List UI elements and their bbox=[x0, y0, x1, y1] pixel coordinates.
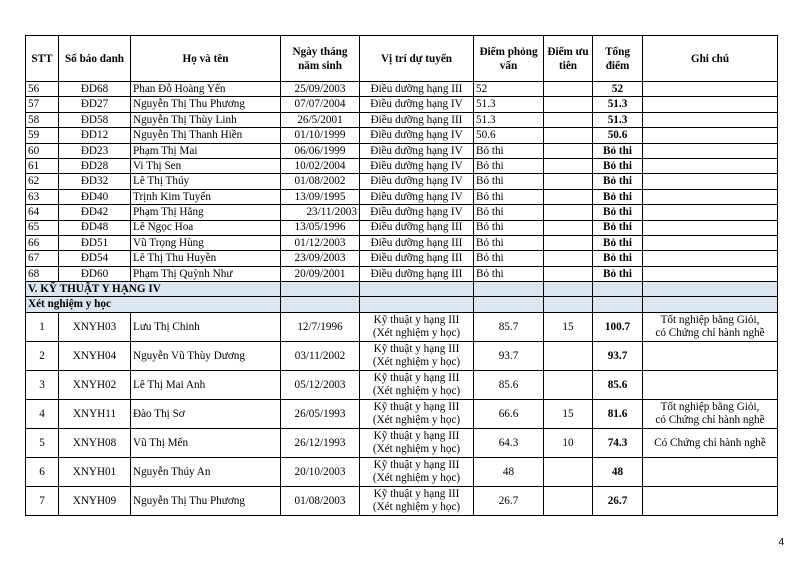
cell-position-line-2: (Xét nghiệm y học) bbox=[372, 355, 461, 368]
cell-priority bbox=[544, 205, 593, 220]
cell-total: Bỏ thi bbox=[593, 205, 643, 220]
cell-name: Nguyễn Thúy An bbox=[131, 457, 281, 486]
cell-sbd: ĐD40 bbox=[59, 189, 131, 204]
cell-sbd: XNYH04 bbox=[59, 341, 131, 370]
cell-name: Phạm Thị Mai bbox=[131, 143, 281, 158]
cell-note bbox=[643, 428, 778, 457]
cell-note bbox=[643, 189, 778, 204]
table-row bbox=[26, 266, 778, 281]
cell-interview: 26.7 bbox=[474, 486, 544, 515]
section-title: V. KỸ THUẬT Y HẠNG IV bbox=[26, 282, 281, 297]
table-row bbox=[26, 128, 778, 143]
cell-dob: 01/12/2003 bbox=[281, 235, 360, 250]
cell-note bbox=[643, 97, 778, 112]
cell-note bbox=[643, 399, 778, 428]
cell-note bbox=[643, 112, 778, 127]
cell-name: Vũ Trọng Hùng bbox=[131, 235, 281, 250]
cell-position: Điều dưỡng hạng III bbox=[360, 112, 474, 127]
cell-priority bbox=[544, 143, 593, 158]
cell-total: Bỏ thi bbox=[593, 189, 643, 204]
header-interview: Điểm phỏng vấn bbox=[474, 36, 544, 82]
cell-sbd: ĐD54 bbox=[59, 251, 131, 266]
table-row bbox=[26, 143, 778, 158]
cell-note bbox=[643, 370, 778, 399]
cell-priority bbox=[544, 457, 593, 486]
cell-sbd: ĐD48 bbox=[59, 220, 131, 235]
cell-note-line-1: Có Chứng chỉ hành nghề bbox=[654, 436, 766, 449]
cell-position-line-1: Kỹ thuật y hạng III bbox=[373, 372, 460, 385]
cell-priority: 15 bbox=[544, 399, 593, 428]
cell-name: Đào Thị Sơ bbox=[131, 399, 281, 428]
cell-total: 50.6 bbox=[593, 128, 643, 143]
cell-dob: 12/7/1996 bbox=[281, 312, 360, 341]
cell-dob: 23/11/2003 bbox=[281, 205, 360, 220]
table-row bbox=[26, 341, 778, 370]
cell-sbd: XNYH11 bbox=[59, 399, 131, 428]
table-row bbox=[26, 428, 778, 457]
cell-interview: Bỏ thi bbox=[474, 189, 544, 204]
subsection-title: Xét nghiệm y học bbox=[26, 297, 281, 312]
table-row bbox=[26, 82, 778, 97]
cell-position-line-2: (Xét nghiệm y học) bbox=[372, 471, 461, 484]
cell-note bbox=[643, 457, 778, 486]
cell-stt: 4 bbox=[26, 399, 59, 428]
cell-stt: 7 bbox=[26, 486, 59, 515]
cell-interview: Bỏ thi bbox=[474, 158, 544, 173]
table-row bbox=[26, 312, 778, 341]
cell-sbd: ĐD42 bbox=[59, 205, 131, 220]
cell-position-line-2: (Xét nghiệm y học) bbox=[372, 384, 461, 397]
cell-interview: Bỏ thi bbox=[474, 220, 544, 235]
page-number: 4 bbox=[778, 537, 784, 548]
cell-name: Nguyễn Thị Thu Phương bbox=[131, 97, 281, 112]
cell-dob: 20/09/2001 bbox=[281, 266, 360, 281]
cell-sbd: ĐD51 bbox=[59, 235, 131, 250]
cell-dob: 13/09/1995 bbox=[281, 189, 360, 204]
cell-stt: 59 bbox=[26, 128, 59, 143]
cell-position-line-2: (Xét nghiệm y học) bbox=[372, 413, 461, 426]
cell-stt: 66 bbox=[26, 235, 59, 250]
cell-name: Trịnh Kim Tuyến bbox=[131, 189, 281, 204]
cell-position: Điều dưỡng hạng III bbox=[360, 251, 474, 266]
header-dob: Ngày tháng năm sinh bbox=[281, 36, 360, 82]
cell-stt: 61 bbox=[26, 158, 59, 173]
header-position: Vị trí dự tuyển bbox=[360, 36, 474, 82]
cell-position: Điều dưỡng hạng III bbox=[360, 266, 474, 281]
cell-sbd: ĐD58 bbox=[59, 112, 131, 127]
cell-stt: 6 bbox=[26, 457, 59, 486]
cell-interview: Bỏ thi bbox=[474, 205, 544, 220]
cell-dob: 26/12/1993 bbox=[281, 428, 360, 457]
cell-stt: 58 bbox=[26, 112, 59, 127]
header-total: Tổng điểm bbox=[593, 36, 643, 82]
cell-total: 74.3 bbox=[593, 428, 643, 457]
cell-note bbox=[643, 486, 778, 515]
cell-note bbox=[643, 251, 778, 266]
cell-name: Vũ Thị Mến bbox=[131, 428, 281, 457]
cell-position-line-1: Kỹ thuật y hạng III bbox=[373, 430, 460, 443]
cell-position: Điều dưỡng hạng IV bbox=[360, 128, 474, 143]
cell-position: Điều dưỡng hạng III bbox=[360, 82, 474, 97]
cell-note bbox=[643, 266, 778, 281]
cell-interview: Bỏ thi bbox=[474, 235, 544, 250]
cell-stt: 67 bbox=[26, 251, 59, 266]
cell-dob: 25/09/2003 bbox=[281, 82, 360, 97]
table-row bbox=[26, 205, 778, 220]
cell-stt: 64 bbox=[26, 205, 59, 220]
cell-dob: 23/09/2003 bbox=[281, 251, 360, 266]
cell-note bbox=[643, 312, 778, 341]
table-row bbox=[26, 486, 778, 515]
cell-position: Điều dưỡng hạng IV bbox=[360, 143, 474, 158]
table-row bbox=[26, 251, 778, 266]
cell-total: 51.3 bbox=[593, 97, 643, 112]
cell-stt: 63 bbox=[26, 189, 59, 204]
cell-interview: 51.3 bbox=[474, 112, 544, 127]
cell-priority: 10 bbox=[544, 428, 593, 457]
cell-dob: 07/07/2004 bbox=[281, 97, 360, 112]
cell-position bbox=[360, 399, 474, 428]
cell-name: Phạm Thị Quỳnh Như bbox=[131, 266, 281, 281]
cell-sbd: ĐD27 bbox=[59, 97, 131, 112]
cell-note bbox=[643, 128, 778, 143]
cell-position-line-1: Kỹ thuật y hạng III bbox=[373, 401, 460, 414]
cell-name: Nguyễn Thị Thu Phương bbox=[131, 486, 281, 515]
cell-note bbox=[643, 205, 778, 220]
cell-name: Lê Thị Mai Anh bbox=[131, 370, 281, 399]
cell-priority bbox=[544, 189, 593, 204]
cell-stt: 56 bbox=[26, 82, 59, 97]
cell-priority bbox=[544, 220, 593, 235]
cell-position bbox=[360, 486, 474, 515]
table-row bbox=[26, 370, 778, 399]
cell-total: Bỏ thi bbox=[593, 158, 643, 173]
cell-dob: 10/02/2004 bbox=[281, 158, 360, 173]
cell-stt: 3 bbox=[26, 370, 59, 399]
table-row bbox=[26, 220, 778, 235]
cell-priority bbox=[544, 235, 593, 250]
cell-dob: 01/10/1999 bbox=[281, 128, 360, 143]
cell-note-line-1: Tốt nghiệp bằng Giỏi, bbox=[660, 401, 760, 414]
cell-total: Bỏ thi bbox=[593, 143, 643, 158]
results-table bbox=[25, 35, 778, 516]
table-row bbox=[26, 174, 778, 189]
cell-total: Bỏ thi bbox=[593, 220, 643, 235]
cell-sbd: XNYH08 bbox=[59, 428, 131, 457]
cell-priority bbox=[544, 266, 593, 281]
cell-priority bbox=[544, 128, 593, 143]
cell-name: Nguyễn Thị Thanh Hiền bbox=[131, 128, 281, 143]
cell-interview: Bỏ thi bbox=[474, 174, 544, 189]
section-row bbox=[26, 282, 778, 297]
cell-priority bbox=[544, 97, 593, 112]
cell-position: Điều dưỡng hạng IV bbox=[360, 158, 474, 173]
cell-priority bbox=[544, 82, 593, 97]
cell-interview: 50.6 bbox=[474, 128, 544, 143]
cell-sbd: ĐD28 bbox=[59, 158, 131, 173]
cell-interview: 66.6 bbox=[474, 399, 544, 428]
cell-note bbox=[643, 82, 778, 97]
cell-stt: 1 bbox=[26, 312, 59, 341]
header-stt: STT bbox=[26, 36, 59, 82]
cell-total: Bỏ thi bbox=[593, 235, 643, 250]
cell-note bbox=[643, 341, 778, 370]
cell-stt: 60 bbox=[26, 143, 59, 158]
cell-position-line-1: Kỹ thuật y hạng III bbox=[373, 459, 460, 472]
cell-name: Nguyễn Vũ Thùy Dương bbox=[131, 341, 281, 370]
cell-note bbox=[643, 235, 778, 250]
cell-name: Lê Thị Thúy bbox=[131, 174, 281, 189]
cell-position-line-1: Kỹ thuật y hạng III bbox=[373, 343, 460, 356]
cell-stt: 65 bbox=[26, 220, 59, 235]
cell-position: Điều dưỡng hạng III bbox=[360, 220, 474, 235]
cell-stt: 5 bbox=[26, 428, 59, 457]
cell-total: 52 bbox=[593, 82, 643, 97]
cell-dob: 03/11/2002 bbox=[281, 341, 360, 370]
cell-position-line-2: (Xét nghiệm y học) bbox=[372, 500, 461, 513]
cell-dob: 20/10/2003 bbox=[281, 457, 360, 486]
cell-sbd: XNYH02 bbox=[59, 370, 131, 399]
cell-priority: 15 bbox=[544, 312, 593, 341]
header-sbd: Số báo danh bbox=[59, 36, 131, 82]
table-row bbox=[26, 112, 778, 127]
cell-priority bbox=[544, 112, 593, 127]
cell-stt: 2 bbox=[26, 341, 59, 370]
cell-position bbox=[360, 457, 474, 486]
cell-total: Bỏ thi bbox=[593, 251, 643, 266]
cell-total: 81.6 bbox=[593, 399, 643, 428]
table-row bbox=[26, 158, 778, 173]
cell-position bbox=[360, 312, 474, 341]
cell-position: Điều dưỡng hạng IV bbox=[360, 97, 474, 112]
header-priority: Điểm ưu tiên bbox=[544, 36, 593, 82]
table-row bbox=[26, 457, 778, 486]
cell-priority bbox=[544, 341, 593, 370]
subsection-row bbox=[26, 297, 778, 312]
cell-priority bbox=[544, 174, 593, 189]
cell-name: Lê Ngọc Hoa bbox=[131, 220, 281, 235]
cell-interview: 48 bbox=[474, 457, 544, 486]
cell-interview: Bỏ thi bbox=[474, 143, 544, 158]
cell-total: 93.7 bbox=[593, 341, 643, 370]
cell-interview: 52 bbox=[474, 82, 544, 97]
cell-priority bbox=[544, 370, 593, 399]
header-note: Ghi chú bbox=[643, 36, 778, 82]
table-row bbox=[26, 97, 778, 112]
cell-interview: 85.7 bbox=[474, 312, 544, 341]
cell-dob: 13/05/1996 bbox=[281, 220, 360, 235]
cell-dob: 01/08/2003 bbox=[281, 486, 360, 515]
cell-dob: 05/12/2003 bbox=[281, 370, 360, 399]
cell-total: 26.7 bbox=[593, 486, 643, 515]
cell-note bbox=[643, 220, 778, 235]
cell-sbd: XNYH03 bbox=[59, 312, 131, 341]
cell-stt: 57 bbox=[26, 97, 59, 112]
cell-sbd: ĐD23 bbox=[59, 143, 131, 158]
cell-note bbox=[643, 158, 778, 173]
cell-name: Lưu Thị Chinh bbox=[131, 312, 281, 341]
cell-sbd: ĐD60 bbox=[59, 266, 131, 281]
cell-total: Bỏ thi bbox=[593, 174, 643, 189]
cell-stt: 68 bbox=[26, 266, 59, 281]
cell-position: Điều dưỡng hạng III bbox=[360, 235, 474, 250]
cell-position bbox=[360, 428, 474, 457]
cell-note-line-2: có Chứng chỉ hành nghề bbox=[655, 413, 765, 426]
cell-sbd: ĐD12 bbox=[59, 128, 131, 143]
cell-name: Vi Thị Sen bbox=[131, 158, 281, 173]
header-row bbox=[26, 36, 778, 82]
cell-position: Điều dưỡng hạng IV bbox=[360, 189, 474, 204]
table-row bbox=[26, 399, 778, 428]
cell-total: 48 bbox=[593, 457, 643, 486]
cell-note bbox=[643, 174, 778, 189]
cell-position: Điều dưỡng hạng IV bbox=[360, 174, 474, 189]
cell-position-line-1: Kỹ thuật y hạng III bbox=[373, 314, 460, 327]
cell-sbd: ĐD32 bbox=[59, 174, 131, 189]
cell-priority bbox=[544, 486, 593, 515]
cell-interview: 93.7 bbox=[474, 341, 544, 370]
cell-dob: 26/5/2001 bbox=[281, 112, 360, 127]
header-name: Họ và tên bbox=[131, 36, 281, 82]
cell-total: Bỏ thi bbox=[593, 266, 643, 281]
cell-interview: 64.3 bbox=[474, 428, 544, 457]
cell-sbd: ĐD68 bbox=[59, 82, 131, 97]
cell-dob: 26/05/1993 bbox=[281, 399, 360, 428]
cell-position-line-2: (Xét nghiệm y học) bbox=[372, 442, 461, 455]
cell-dob: 01/08/2002 bbox=[281, 174, 360, 189]
cell-total: 100.7 bbox=[593, 312, 643, 341]
cell-priority bbox=[544, 158, 593, 173]
cell-interview: 51.3 bbox=[474, 97, 544, 112]
cell-position: Điều dưỡng hạng IV bbox=[360, 205, 474, 220]
cell-interview: Bỏ thi bbox=[474, 266, 544, 281]
cell-name: Lê Thị Thu Huyền bbox=[131, 251, 281, 266]
cell-sbd: XNYH01 bbox=[59, 457, 131, 486]
cell-sbd: XNYH09 bbox=[59, 486, 131, 515]
cell-position bbox=[360, 370, 474, 399]
cell-name: Nguyễn Thị Thùy Linh bbox=[131, 112, 281, 127]
cell-total: 51.3 bbox=[593, 112, 643, 127]
cell-note-line-1: Tốt nghiệp bằng Giỏi, bbox=[660, 314, 760, 327]
cell-name: Phan Đỗ Hoàng Yến bbox=[131, 82, 281, 97]
table-row bbox=[26, 189, 778, 204]
cell-note bbox=[643, 143, 778, 158]
cell-stt: 62 bbox=[26, 174, 59, 189]
cell-interview: Bỏ thi bbox=[474, 251, 544, 266]
cell-name: Phạm Thị Hằng bbox=[131, 205, 281, 220]
cell-priority bbox=[544, 251, 593, 266]
cell-total: 85.6 bbox=[593, 370, 643, 399]
cell-position-line-2: (Xét nghiệm y học) bbox=[372, 326, 461, 339]
table-row bbox=[26, 235, 778, 250]
cell-dob: 06/06/1999 bbox=[281, 143, 360, 158]
cell-note-line-2: có Chứng chỉ hành nghề bbox=[655, 326, 765, 339]
cell-position bbox=[360, 341, 474, 370]
cell-position-line-1: Kỹ thuật y hạng III bbox=[373, 488, 460, 501]
cell-interview: 85.6 bbox=[474, 370, 544, 399]
